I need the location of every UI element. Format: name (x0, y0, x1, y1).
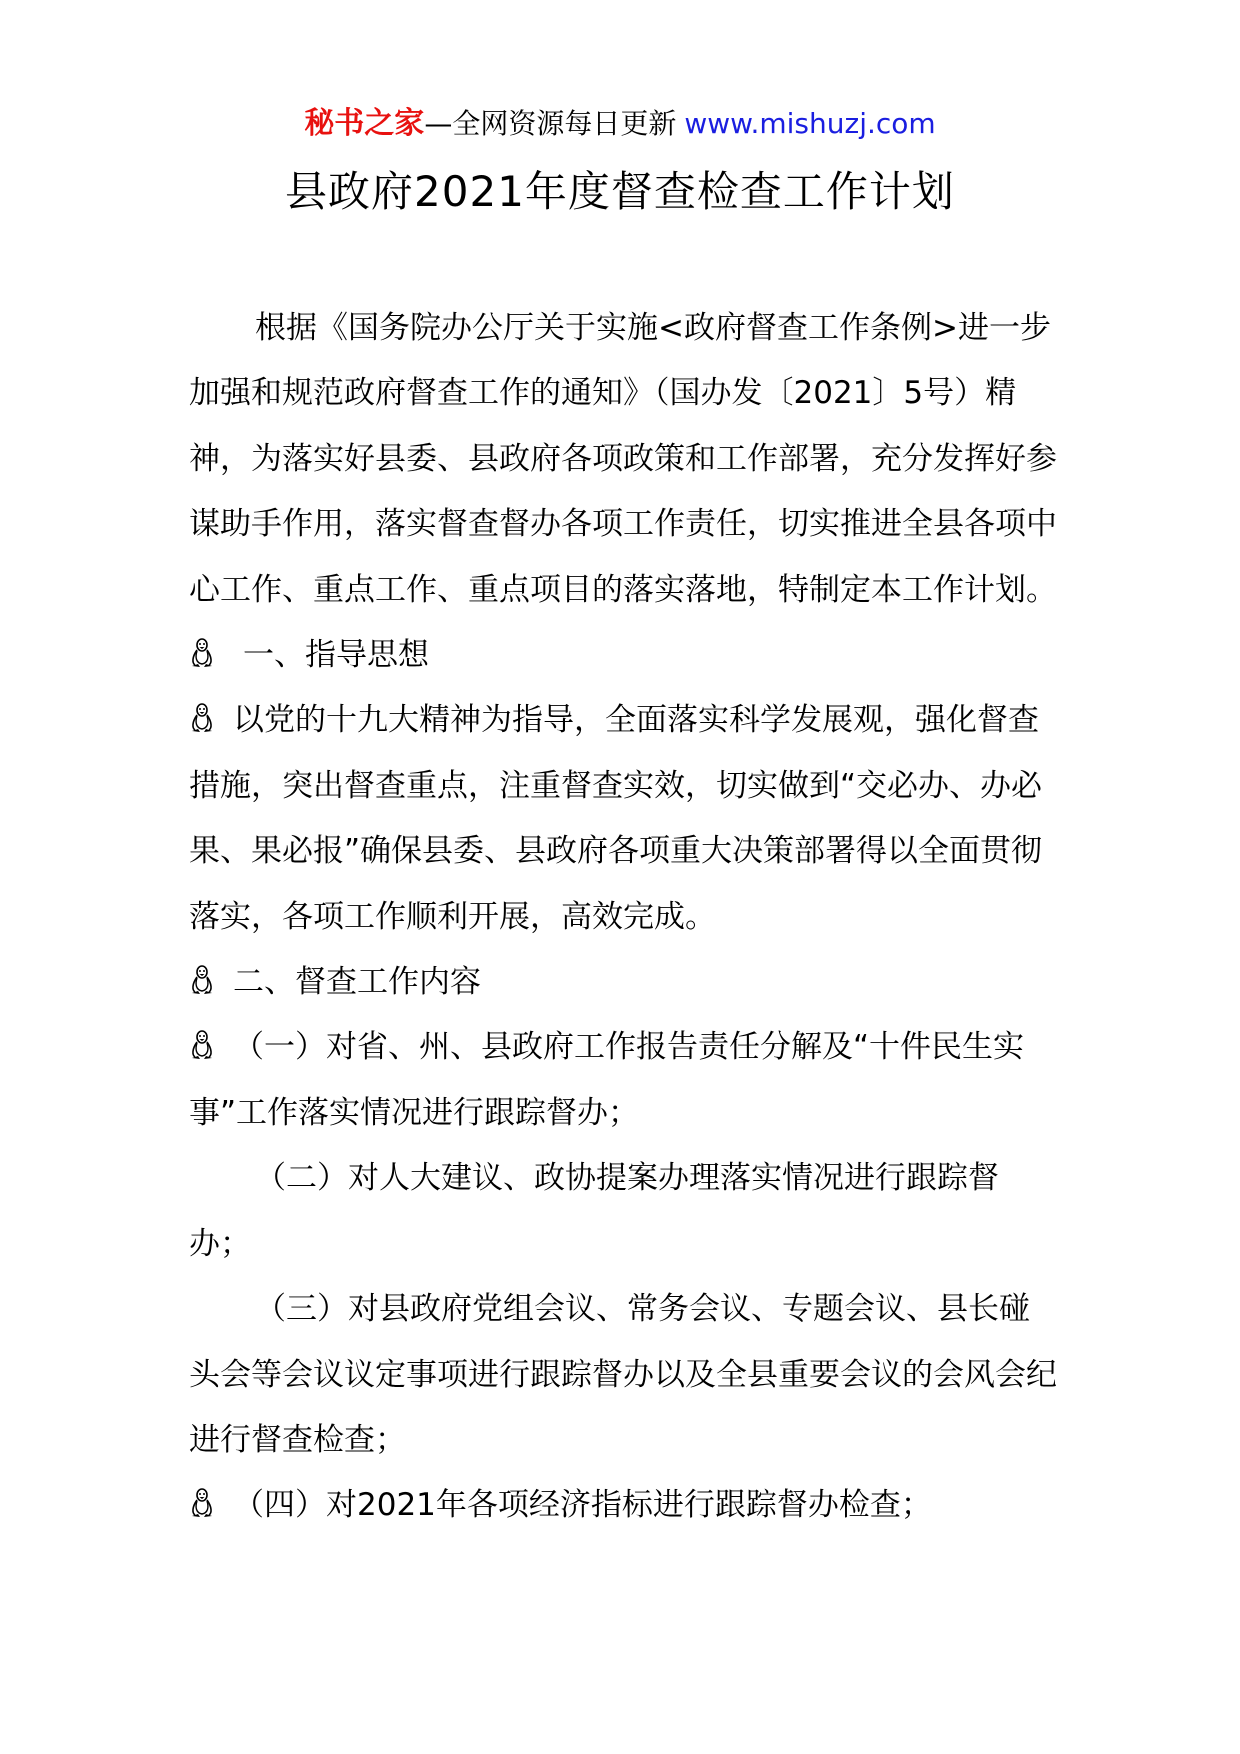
site-url[interactable]: www.mishuzj.com (684, 107, 936, 140)
watermark-header (0, 104, 1240, 144)
document-body (189, 296, 1059, 1539)
brand-name: 秘书之家 (304, 106, 425, 141)
section-heading-2 (189, 950, 1059, 1015)
document-title: 县政府2021年度督查检查工作计划 (285, 167, 955, 216)
list-item-3: （三）对县政府党组会议、常务会议、专题会议、县长碰头会等会议议定事项进行跟踪督办以及全县重要会议的会风会纪进行督查检查； (189, 1291, 1057, 1458)
list-item-4-text: （四）对2021年各项经济指标进行跟踪督办检查； (233, 1487, 932, 1524)
penguin-icon (189, 702, 215, 734)
section-heading-2-text: 二、督查工作内容 (233, 964, 481, 1001)
list-item-4 (189, 1473, 1059, 1538)
penguin-icon (189, 1029, 215, 1061)
section-heading-1-text: 一、指导思想 (243, 637, 429, 674)
list-item-2: （二）对人大建议、政协提案办理落实情况进行跟踪督办； (189, 1160, 999, 1262)
penguin-icon (189, 637, 215, 669)
penguin-icon (189, 964, 215, 996)
section-1-text: 以党的十九大精神为指导，全面落实科学发展观，强化督查措施，突出督查重点，注重督查实效，切实做到“交必办、办必果、果必报”确保县委、县政府各项重大决策部署得以全面贯彻落实，各项工作顺利开展，高效完成。 (189, 702, 1043, 935)
penguin-icon (189, 1487, 215, 1519)
section-1-paragraph (189, 688, 1059, 950)
list-item-1-text: （一）对省、州、县政府工作报告责任分解及“十件民生实事”工作落实情况进行跟踪督办； (189, 1029, 1025, 1131)
intro-paragraph: 根据《国务院办公厅关于实施<政府督查工作条例>进一步加强和规范政府督查工作的通知》（国办发〔2021〕5号）精神，为落实好县委、县政府各项政策和工作部署，充分发挥好参谋助手作用，落实督查督办各项工作责任，切实推进全县各项中心工作、重点工作、重点项目的落实落地，特制定本工作计划。 (189, 310, 1057, 608)
list-item-1 (189, 1015, 1059, 1146)
section-heading-1 (189, 623, 1059, 688)
tagline: —全网资源每日更新 (424, 107, 677, 140)
